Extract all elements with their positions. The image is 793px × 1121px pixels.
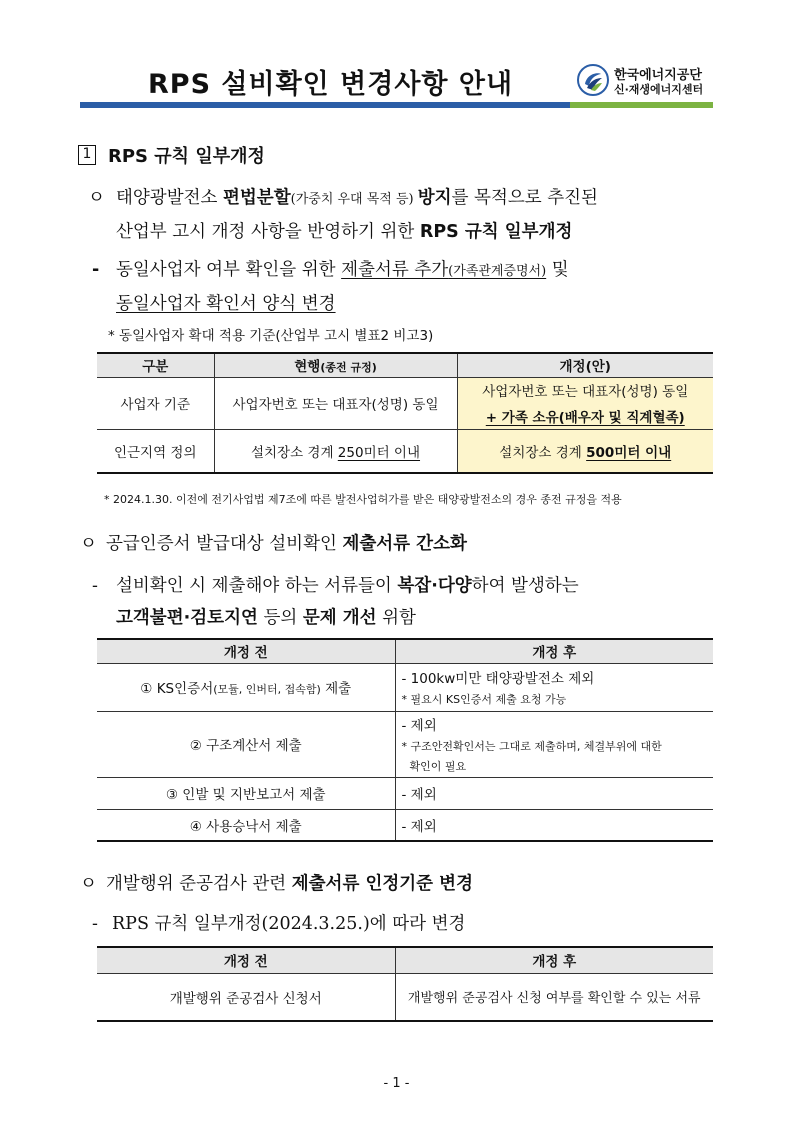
col-header-current: 현행(종전 규정) (214, 353, 457, 377)
text-run: 설비확인 시 제출해야 하는 서류들이 (116, 576, 398, 596)
header-rule-blue (80, 102, 570, 108)
bullet-circle: ㅇ (80, 874, 97, 894)
table-cell: - 제외 * 구조안전확인서는 그대로 제출하며, 체결부위에 대한 확인이 필요 (395, 711, 713, 777)
text-run-bold: 방지 (417, 188, 452, 208)
documents-table (97, 638, 713, 842)
text-run-bold: 고객불편·검토지연 (116, 608, 258, 628)
table-row (97, 973, 713, 1021)
section1-title: RPS 규칙 일부개정 (108, 146, 265, 167)
completion-table (97, 946, 713, 1022)
table-row (97, 429, 713, 473)
text-run: RPS 규칙 일부개정(2024.3.25.)에 따라 변경 (112, 914, 466, 934)
table-cell: 사업자번호 또는 대표자(성명) 동일 (214, 377, 457, 429)
table-cell: 설치장소 경계 250미터 이내 (214, 429, 457, 473)
kea-logo-icon (577, 64, 609, 96)
text-run-underlined: 제출서류 추가 (341, 260, 449, 280)
header-rule-green (570, 102, 713, 108)
text-run: 공급인증서 발급대상 설비확인 (106, 534, 343, 554)
page-number: - 1 - (383, 1076, 410, 1091)
table-cell: 개발행위 준공검사 신청 여부를 확인할 수 있는 서류 (395, 973, 713, 1021)
table-cell: - 100kw미만 태양광발전소 제외 * 필요시 KS인증서 제출 요청 가능 (395, 663, 713, 711)
text-run-bold: 제출서류 인정기준 변경 (291, 874, 473, 894)
text-run-small: (가중치 우대 목적 등) (290, 192, 418, 207)
table-cell: 인근지역 정의 (97, 429, 214, 473)
table-cell: ① KS인증서(모듈, 인버터, 접속함) 제출 (97, 663, 395, 711)
bullet-dash: - (92, 914, 98, 934)
org-name: 한국에너지공단 (614, 68, 702, 83)
table-row (97, 377, 713, 429)
text-run: 등의 (257, 608, 303, 628)
text-run: 위함 (376, 608, 416, 628)
text-run: 태양광발전소 (116, 188, 223, 208)
table-row (97, 663, 713, 711)
text-run: 개발행위 준공검사 관련 (106, 874, 292, 894)
table-row (97, 809, 713, 841)
col-header-after: 개정 후 (395, 947, 713, 973)
col-header-revised: 개정(안) (457, 353, 713, 377)
section2-heading (80, 528, 720, 560)
text-run-bold: 복잡·다양 (397, 576, 472, 596)
section2-paragraph (92, 570, 720, 634)
table-cell: 사업자 기준 (97, 377, 214, 429)
text-run: 하여 발생하는 (471, 576, 579, 596)
note-transition: * 2024.1.30. 이전에 전기사업법 제7조에 따른 발전사업허가를 받은 태양광발전소의 경우 종전 규정을 적용 (104, 493, 622, 506)
table-row (97, 777, 713, 809)
table-cell: - 제외 (395, 809, 713, 841)
text-run: 동일사업자 여부 확인을 위한 (116, 260, 342, 280)
section1-paragraph2 (92, 254, 718, 320)
text-run: 및 (546, 260, 569, 280)
bullet-circle: ㅇ (88, 188, 105, 208)
page-title: RPS 설비확인 변경사항 안내 (148, 69, 514, 100)
org-logo (577, 64, 727, 98)
col-header-category: 구분 (97, 353, 214, 377)
table-cell: 개발행위 준공검사 신청서 (97, 973, 395, 1021)
table-row (97, 711, 713, 777)
text-run-bold: RPS 규칙 일부개정 (419, 222, 573, 242)
note-criteria: * 동일사업자 확대 적용 기준(산업부 고시 별표2 비고3) (108, 328, 434, 344)
text-run: 산업부 고시 개정 사항을 반영하기 위한 (116, 222, 420, 242)
section-number-box: 1 (78, 145, 96, 165)
table-cell: ② 구조계산서 제출 (97, 711, 395, 777)
col-header-after: 개정 후 (395, 639, 713, 663)
col-header-before: 개정 전 (97, 947, 395, 973)
text-run-bold: 문제 개선 (302, 608, 377, 628)
bullet-dash: - (92, 260, 100, 280)
table-cell: ③ 인발 및 지반보고서 제출 (97, 777, 395, 809)
bullet-circle: ㅇ (80, 534, 97, 554)
text-run-small: (가족관계증명서) (448, 264, 547, 279)
org-subname: 신·재생에너지센터 (614, 83, 704, 96)
table-cell-highlight: 설치장소 경계 500미터 이내 (457, 429, 713, 473)
criteria-table (97, 352, 713, 474)
bullet-dash: - (92, 576, 98, 596)
table-cell: ④ 사용승낙서 제출 (97, 809, 395, 841)
col-header-before: 개정 전 (97, 639, 395, 663)
text-run-underlined: 동일사업자 확인서 양식 변경 (116, 294, 336, 314)
text-run-bold: 편법분할 (223, 188, 291, 208)
table-cell-highlight: 사업자번호 또는 대표자(성명) 동일 + 가족 소유(배우자 및 직계혈족) (457, 377, 713, 429)
section1-heading (78, 142, 265, 168)
text-run-bold: 제출서류 간소화 (342, 534, 467, 554)
section1-paragraph1 (88, 182, 718, 248)
table-cell: - 제외 (395, 777, 713, 809)
section3-paragraph (92, 908, 720, 940)
text-run: 를 목적으로 추진된 (451, 188, 598, 208)
section3-heading (80, 868, 720, 900)
